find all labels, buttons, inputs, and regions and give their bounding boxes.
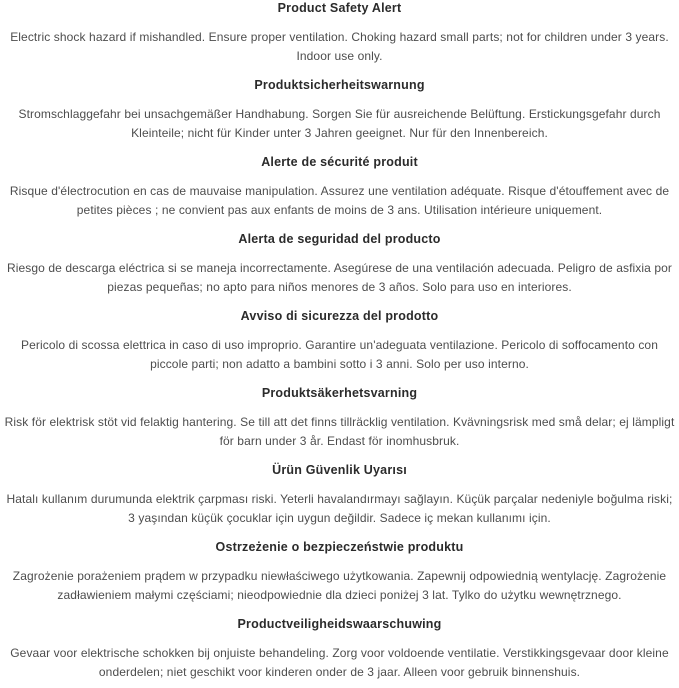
alert-body-text: Pericolo di scossa elettrica in caso di uso improprio. Garantire un'adeguata ventilazione. Pericolo di soffocamento con piccole parti; non adatto a bambini sotto i 3 anni. Solo per uso interno. <box>21 338 658 371</box>
alert-body-text: Risk för elektrisk stöt vid felaktig hantering. Se till att det finns tillräcklig ventilation. Kvävningsrisk med små delar; ej lämpligt för barn under 3 år. Endast för inomhusbruk. <box>4 415 675 448</box>
alert-body-text: Risque d'électrocution en cas de mauvaise manipulation. Assurez une ventilation adéquate. Risque d'étouffement avec de petites pièces ; ne convient pas aux enfants de moins de 3 ans. Utilisation intérieure uniquement. <box>9 184 670 217</box>
alert-heading: Avviso di sicurezza del prodotto <box>240 309 439 323</box>
alert-body-text: Stromschlaggefahr bei unsachgemäßer Handhabung. Sorgen Sie für ausreichende Belüftung. Erstickungsgefahr durch Kleinteile; nicht für Kinder unter 3 Jahren geeignet. Nur für den Innenbereich. <box>18 107 661 140</box>
alert-section <box>4 540 675 605</box>
alert-heading: Product Safety Alert <box>277 1 402 15</box>
alert-heading: Ostrzeżenie o bezpieczeństwie produktu <box>215 540 464 554</box>
alert-body-text: Electric shock hazard if mishandled. Ensure proper ventilation. Choking hazard small parts; not for children under 3 years. Indoor use only. <box>10 30 669 63</box>
alert-heading: Ürün Güvenlik Uyarısı <box>272 463 407 477</box>
alert-section <box>4 155 675 220</box>
alert-section <box>4 309 675 374</box>
alert-heading: Produktsicherheitswarnung <box>254 78 425 92</box>
alert-body-text: Gevaar voor elektrische schokken bij onjuiste behandeling. Zorg voor voldoende ventilatie. Verstikkingsgevaar door kleine onderdelen; niet geschikt voor kinderen onder de 3 jaar. Alleen voor gebruik binnenshuis. <box>10 646 669 679</box>
alert-heading: Alerta de seguridad del producto <box>238 232 441 246</box>
alert-sections <box>4 1 675 682</box>
alert-section <box>4 463 675 528</box>
alert-section <box>4 386 675 451</box>
alert-section <box>4 232 675 297</box>
alert-heading: Productveiligheidswaarschuwing <box>237 617 442 631</box>
alert-body-text: Riesgo de descarga eléctrica si se maneja incorrectamente. Asegúrese de una ventilación adecuada. Peligro de asfixia por piezas pequeñas; no apto para niños menores de 3 años. Solo para uso en interiores. <box>6 261 673 294</box>
alert-heading: Produktsäkerhetsvarning <box>261 386 418 400</box>
alert-section <box>4 617 675 682</box>
alert-heading: Alerte de sécurité produit <box>261 155 418 169</box>
alert-section <box>4 1 675 66</box>
alert-body-text: Zagrożenie porażeniem prądem w przypadku niewłaściwego użytkowania. Zapewnij odpowiednią wentylację. Zagrożenie zadławieniem małymi częściami; nieodpowiednie dla dzieci poniżej 3 lat. Tylko do użytku wewnętrznego. <box>12 569 667 602</box>
alert-section <box>4 78 675 143</box>
alert-body-text: Hatalı kullanım durumunda elektrik çarpması riski. Yeterli havalandırmayı sağlayın. Küçük parçalar nedeniyle boğulma riski; 3 yaşından küçük çocuklar için uygun değildir. Sadece iç mekan kullanımı için. <box>6 492 673 525</box>
